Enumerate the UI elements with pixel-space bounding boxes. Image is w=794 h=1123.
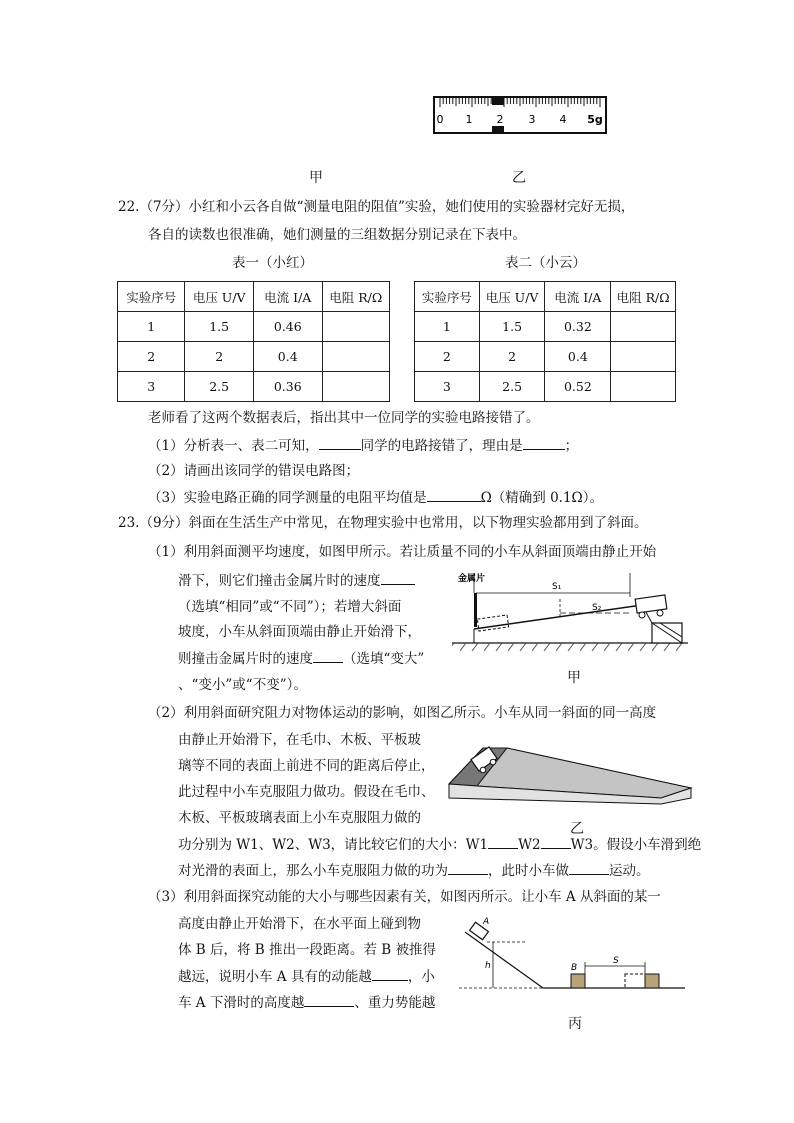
text-segment: 滑下，则它们撞击金属片时的速度: [178, 573, 381, 589]
fig-yi-caption: 乙: [570, 821, 584, 837]
table2-title: 表二（小云）: [505, 255, 586, 271]
table-cell: 3: [118, 372, 185, 402]
answer-blank[interactable]: [541, 834, 571, 849]
balance-scale-figure: [430, 94, 610, 138]
text-segment: 则撞击金属片时的速度: [178, 651, 313, 667]
q23-s2-line1: （2）利用斜面研究阻力对物体运动的影响，如图乙所示。小车从同一斜面的同一高度: [148, 705, 657, 721]
resistance-cell[interactable]: [611, 342, 676, 372]
text-segment: W3。假设小车滑到绝: [570, 837, 702, 853]
text-segment: Ω（精确到 0.1Ω）。: [480, 490, 603, 506]
q22-note: 老师看了这两个数据表后，指出其中一位同学的实验电路接错了。: [148, 410, 540, 426]
resistance-cell[interactable]: [611, 372, 676, 402]
header-cell: 实验序号: [118, 282, 185, 312]
answer-blank[interactable]: [381, 570, 415, 585]
q22-part-3: [148, 487, 603, 508]
answer-blank[interactable]: [523, 435, 565, 450]
table-row: [415, 312, 676, 342]
stop-block: [645, 974, 659, 988]
answer-blank[interactable]: [488, 834, 518, 849]
table-row: [415, 342, 676, 372]
q23-s3-line4: [178, 966, 435, 987]
text-segment: ；: [564, 438, 579, 454]
table-header-row: [415, 282, 676, 312]
table-cell: 2: [479, 342, 545, 372]
caption-yi-top: 乙: [512, 170, 526, 186]
text-segment: ，小: [407, 969, 435, 985]
friction-ramp-figure: [447, 740, 697, 810]
text-segment: （1）分析表一、表二可知，: [148, 438, 319, 454]
q23-s3-line1: （3）利用斜面探究动能的大小与哪些因素有关，如图丙所示。让小车 A 从斜面的某一: [148, 889, 661, 905]
q22-intro-1: 22.（7分）小红和小云各自做“测量电阻的阻值”实验，她们使用的实验器材完好无损，: [118, 199, 635, 215]
header-cell: 电流 I/A: [253, 282, 322, 312]
table-row: [118, 342, 390, 372]
kinetic-energy-figure: [457, 912, 687, 996]
answer-blank[interactable]: [313, 648, 343, 663]
text-segment: （3）实验电路正确的同学测量的电阻平均值是: [148, 490, 427, 506]
metal-plate: [474, 593, 477, 627]
table-cell: 2.5: [479, 372, 545, 402]
resistance-cell[interactable]: [322, 312, 389, 342]
scale-label-0: 0: [436, 113, 444, 126]
h-label: h: [485, 961, 491, 971]
table-header-row: [118, 282, 390, 312]
text-segment: （选填“变大”: [343, 651, 425, 667]
header-cell: 实验序号: [415, 282, 480, 312]
q23-s1-line4: 坡度，小车从斜面顶端由静止开始滑下，: [178, 624, 421, 640]
q23-s1-line5: [178, 648, 424, 669]
q23-s1-line3: （选填“相同”或“不同”）；若增大斜面: [178, 599, 402, 615]
q23-s2-line4: 此过程中小车克服阻力做功。假设在毛巾、: [178, 784, 435, 800]
text-segment: W2: [518, 837, 541, 853]
scale-label-1: 1: [465, 113, 473, 126]
text-segment: 功分别为 W1、W2、W3，请比较它们的大小：W1: [178, 837, 489, 853]
b-label: B: [571, 963, 578, 973]
text-segment: 、重力势能越: [354, 995, 436, 1011]
block-b: [571, 974, 585, 988]
q23-s1-line2: [178, 570, 415, 591]
table-cell: 2: [118, 342, 185, 372]
header-cell: 电压 U/V: [479, 282, 545, 312]
q23-s3-line2: 高度由静止开始滑下，在水平面上碰到物: [178, 916, 421, 932]
q23-s2-line5: 木板、平板玻璃表面上小车克服阻力做的: [178, 810, 421, 826]
table-cell: 0.4: [253, 342, 322, 372]
text-segment: 对光滑的表面上，那么小车克服阻力做的功为: [178, 863, 448, 879]
cart-dashed: [477, 615, 508, 631]
table-cell: 1: [415, 312, 480, 342]
header-cell: 电阻 R/Ω: [611, 282, 676, 312]
table-cell: 0.52: [545, 372, 611, 402]
table-cell: 1: [118, 312, 185, 342]
block-b-dashed: [625, 974, 645, 988]
resistance-cell[interactable]: [322, 342, 389, 372]
scale-label-2: 2: [496, 113, 504, 126]
text-segment: 车 A 下滑时的高度越: [178, 995, 305, 1011]
table-row: [415, 372, 676, 402]
metal-plate-label: 金属片: [458, 574, 486, 584]
rider-top: [492, 97, 504, 105]
table-cell: 3: [415, 372, 480, 402]
fig-jia-caption: 甲: [567, 670, 581, 686]
answer-blank[interactable]: [569, 860, 609, 875]
s-label: S: [613, 956, 619, 966]
header-cell: 电流 I/A: [545, 282, 611, 312]
q23-s2-line3: 璃等不同的表面上前进不同的距离后停止，: [178, 758, 435, 774]
q23-s2-line6: [178, 834, 701, 855]
text-segment: 运动。: [609, 863, 650, 879]
incline-speed-figure: [452, 563, 692, 655]
table-row: [118, 372, 390, 402]
table-cell: 0.32: [545, 312, 611, 342]
text-segment: 越远，说明小车 A 具有的动能越: [178, 969, 372, 985]
answer-blank[interactable]: [372, 966, 408, 981]
cart-top: [635, 595, 667, 618]
table-cell: 2: [415, 342, 480, 372]
resistance-cell[interactable]: [322, 372, 389, 402]
answer-blank[interactable]: [319, 435, 361, 450]
table-cell: 1.5: [479, 312, 545, 342]
table-row: [118, 312, 390, 342]
q23-s2-line2: 由静止开始滑下，在毛巾、木板、平板玻: [178, 732, 421, 748]
q22-part-1: [148, 435, 578, 456]
a-label: A: [483, 917, 490, 927]
s2-label: S₂: [592, 603, 602, 613]
header-cell: 电阻 R/Ω: [322, 282, 389, 312]
text-segment: 同学的电路接错了，理由是: [360, 438, 523, 454]
q23-s1-line1: （1）利用斜面测平均速度，如图甲所示。若让质量不同的小车从斜面顶端由静止开始: [148, 544, 657, 560]
resistance-cell[interactable]: [611, 312, 676, 342]
rider-bottom: [492, 126, 504, 133]
q23-s3-line3: 体 B 后，将 B 推出一段距离。若 B 被推得: [178, 942, 437, 958]
table1-title: 表一（小红）: [232, 255, 313, 271]
q22-intro-2: 各自的读数也很准确，她们测量的三组数据分别记录在下表中。: [148, 227, 526, 243]
scale-label-4: 4: [559, 113, 567, 126]
table-cell: 0.46: [253, 312, 322, 342]
table-cell: 1.5: [185, 312, 254, 342]
fig-bing-caption: 丙: [568, 1016, 582, 1032]
table-xiaoyun: [414, 281, 676, 402]
q23-intro: 23.（9分）斜面在生活生产中常见，在物理实验中也常用，以下物理实验都用到了斜面。: [118, 515, 648, 531]
caption-jia-top: 甲: [309, 170, 323, 186]
q23-s3-line5: [178, 992, 435, 1013]
answer-blank[interactable]: [427, 487, 481, 502]
table-cell: 0.36: [253, 372, 322, 402]
answer-blank[interactable]: [304, 992, 354, 1007]
q22-part-2: （2）请画出该同学的错误电路图；: [148, 463, 360, 479]
table-xiaohong: [117, 281, 390, 402]
s1-label: S₁: [552, 582, 562, 592]
q23-s2-line7: [178, 860, 650, 881]
table-cell: 2.5: [185, 372, 254, 402]
table-cell: 2: [185, 342, 254, 372]
q23-s1-line6: 、“变小”或“不变”）。: [178, 677, 307, 693]
text-segment: ，此时小车做: [488, 863, 569, 879]
header-cell: 电压 U/V: [185, 282, 254, 312]
answer-blank[interactable]: [448, 860, 488, 875]
scale-label-5g: 5g: [587, 113, 603, 126]
table-cell: 0.4: [545, 342, 611, 372]
scale-label-3: 3: [528, 113, 536, 126]
